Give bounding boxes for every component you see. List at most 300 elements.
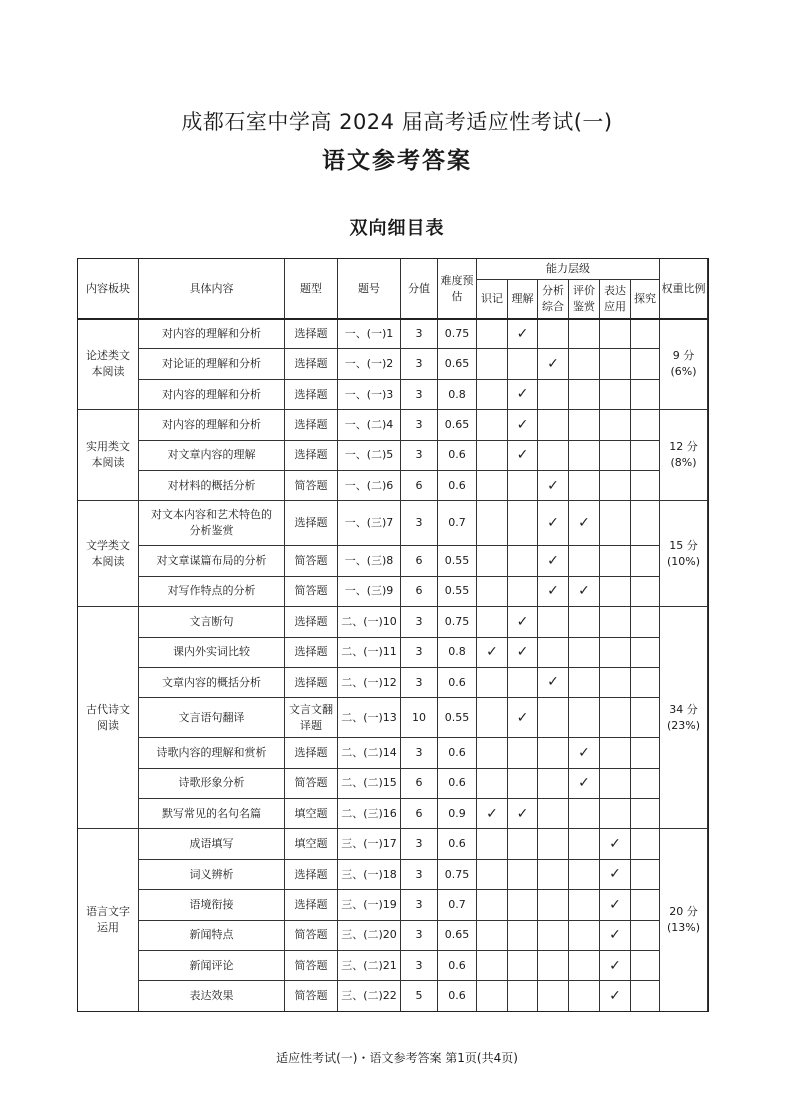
col-header-type: 题型 (285, 259, 338, 319)
score-cell: 3 (401, 607, 438, 637)
score-cell: 10 (401, 698, 438, 738)
score-cell: 3 (401, 379, 438, 409)
table-row (78, 501, 708, 546)
difficulty-cell: 0.8 (438, 637, 477, 667)
col-header-understand: 理解 (508, 280, 538, 319)
question-number-cell: 一、(二)6 (338, 470, 401, 500)
check-mark-icon: ✓ (547, 583, 559, 600)
ability-cell (538, 607, 569, 637)
ability-cell (508, 981, 538, 1011)
check-mark-icon: ✓ (609, 987, 621, 1004)
check-mark-icon: ✓ (547, 552, 559, 569)
table-row (78, 799, 708, 829)
ability-cell (477, 768, 508, 798)
ability-cell (600, 667, 631, 697)
content-block-cell: 文学类文本阅读 (78, 501, 139, 607)
content-block-cell: 语言文字运用 (78, 829, 139, 1011)
col-header-analyze: 分析综合 (538, 280, 569, 319)
ability-cell (538, 829, 569, 859)
ability-cell (631, 576, 660, 606)
check-mark-cell (600, 920, 631, 950)
score-cell: 3 (401, 920, 438, 950)
ability-cell (569, 440, 600, 470)
difficulty-cell: 0.8 (438, 379, 477, 409)
ability-cell (538, 890, 569, 920)
question-type-cell: 选择题 (285, 738, 338, 768)
difficulty-cell: 0.55 (438, 698, 477, 738)
ability-cell (538, 859, 569, 889)
ability-cell (508, 546, 538, 576)
question-number-cell: 二、(一)10 (338, 607, 401, 637)
content-cell: 语境衔接 (139, 890, 285, 920)
ability-cell (631, 501, 660, 546)
table-row (78, 637, 708, 667)
ability-cell (508, 501, 538, 546)
question-type-cell: 选择题 (285, 667, 338, 697)
check-mark-icon: ✓ (516, 386, 529, 403)
difficulty-cell: 0.55 (438, 576, 477, 606)
table-row (78, 440, 708, 470)
ability-cell (631, 981, 660, 1011)
answer-key-title: 语文参考答案 (322, 148, 472, 174)
score-cell: 3 (401, 349, 438, 379)
ability-cell (508, 890, 538, 920)
ability-cell (569, 890, 600, 920)
score-cell: 6 (401, 546, 438, 576)
score-cell: 3 (401, 859, 438, 889)
ability-cell (600, 546, 631, 576)
ability-cell (508, 349, 538, 379)
score-cell: 3 (401, 951, 438, 981)
ability-cell (600, 768, 631, 798)
check-mark-cell (600, 981, 631, 1011)
ability-cell (569, 410, 600, 440)
ability-cell (631, 546, 660, 576)
ability-cell (477, 319, 508, 349)
ability-cell (538, 981, 569, 1011)
content-cell: 成语填写 (139, 829, 285, 859)
score-cell: 3 (401, 319, 438, 349)
check-mark-cell (508, 319, 538, 349)
difficulty-cell: 0.75 (438, 319, 477, 349)
table-header (78, 259, 708, 319)
col-header-ability: 能力层级 (477, 259, 660, 280)
score-cell: 3 (401, 440, 438, 470)
check-mark-icon: ✓ (578, 775, 590, 792)
table-row (78, 470, 708, 500)
ability-cell (600, 637, 631, 667)
score-cell: 6 (401, 768, 438, 798)
weight-cell (660, 829, 708, 1011)
ability-cell (508, 667, 538, 697)
ability-cell (477, 470, 508, 500)
ability-cell (477, 546, 508, 576)
ability-cell (600, 470, 631, 500)
difficulty-cell: 0.75 (438, 859, 477, 889)
check-mark-cell (538, 470, 569, 500)
ability-cell (600, 799, 631, 829)
check-mark-cell (538, 667, 569, 697)
difficulty-cell: 0.65 (438, 920, 477, 950)
ability-cell (569, 799, 600, 829)
col-header-block: 内容板块 (78, 259, 139, 319)
ability-cell (569, 379, 600, 409)
content-block-cell: 古代诗文阅读 (78, 607, 139, 829)
score-cell: 3 (401, 667, 438, 697)
ability-cell (477, 440, 508, 470)
check-mark-cell (477, 637, 508, 667)
question-number-cell: 三、(二)20 (338, 920, 401, 950)
check-mark-icon: ✓ (547, 355, 559, 372)
check-mark-icon: ✓ (609, 896, 621, 913)
ability-cell (569, 920, 600, 950)
table-row (78, 920, 708, 950)
question-type-cell: 选择题 (285, 501, 338, 546)
ability-cell (569, 470, 600, 500)
question-number-cell: 二、(一)11 (338, 637, 401, 667)
table-row (78, 829, 708, 859)
table-row (78, 379, 708, 409)
ability-cell (477, 890, 508, 920)
ability-cell (477, 410, 508, 440)
question-type-cell: 简答题 (285, 981, 338, 1011)
ability-cell (508, 576, 538, 606)
difficulty-cell: 0.6 (438, 951, 477, 981)
ability-cell (477, 859, 508, 889)
question-number-cell: 一、(三)7 (338, 501, 401, 546)
check-mark-cell (538, 501, 569, 546)
ability-cell (508, 470, 538, 500)
check-mark-icon: ✓ (516, 613, 529, 630)
ability-cell (631, 768, 660, 798)
ability-cell (569, 546, 600, 576)
col-header-explore: 探究 (631, 280, 660, 319)
ability-cell (600, 440, 631, 470)
content-cell: 表达效果 (139, 981, 285, 1011)
ability-cell (631, 319, 660, 349)
question-type-cell: 简答题 (285, 470, 338, 500)
ability-cell (631, 951, 660, 981)
content-cell: 诗歌内容的理解和赏析 (139, 738, 285, 768)
col-header-weight: 权重比例 (660, 259, 708, 319)
question-number-cell: 二、(三)16 (338, 799, 401, 829)
weight-percent: (6%) (670, 365, 697, 379)
ability-cell (569, 859, 600, 889)
check-mark-icon: ✓ (609, 957, 621, 974)
check-mark-icon: ✓ (516, 644, 529, 661)
ability-cell (508, 920, 538, 950)
page-footer: 适应性考试(一)・语文参考答案 第1页(共4页) (276, 1051, 518, 1065)
table-row (78, 951, 708, 981)
question-type-cell: 文言文翻译题 (285, 698, 338, 738)
question-type-cell: 选择题 (285, 410, 338, 440)
check-mark-cell (538, 546, 569, 576)
question-number-cell: 三、(一)19 (338, 890, 401, 920)
table-row (78, 319, 708, 349)
table-row (78, 546, 708, 576)
check-mark-icon: ✓ (516, 709, 529, 726)
ability-cell (477, 829, 508, 859)
question-type-cell: 简答题 (285, 951, 338, 981)
check-mark-icon: ✓ (609, 927, 621, 944)
weight-percent: (23%) (666, 718, 701, 732)
ability-cell (631, 890, 660, 920)
content-cell: 对内容的理解和分析 (139, 379, 285, 409)
check-mark-icon: ✓ (516, 447, 529, 464)
col-header-recall: 识记 (477, 280, 508, 319)
table-row (78, 576, 708, 606)
ability-cell (538, 379, 569, 409)
difficulty-cell: 0.55 (438, 546, 477, 576)
question-number-cell: 二、(一)12 (338, 667, 401, 697)
ability-cell (477, 981, 508, 1011)
question-type-cell: 选择题 (285, 440, 338, 470)
content-cell: 对内容的理解和分析 (139, 410, 285, 440)
check-mark-cell (538, 576, 569, 606)
ability-cell (477, 951, 508, 981)
content-cell: 默写常见的名句名篇 (139, 799, 285, 829)
ability-cell (631, 829, 660, 859)
ability-cell (600, 319, 631, 349)
weight-score: 9 分 (672, 349, 695, 363)
check-mark-cell (477, 799, 508, 829)
col-header-express: 表达应用 (600, 280, 631, 319)
question-number-cell: 二、(二)14 (338, 738, 401, 768)
ability-cell (631, 440, 660, 470)
ability-cell (508, 859, 538, 889)
col-header-evaluate: 评价鉴赏 (569, 280, 600, 319)
weight-cell (660, 410, 708, 501)
difficulty-cell: 0.65 (438, 349, 477, 379)
difficulty-cell: 0.6 (438, 829, 477, 859)
question-type-cell: 选择题 (285, 859, 338, 889)
difficulty-cell: 0.6 (438, 768, 477, 798)
section-title: 双向细目表 (349, 218, 445, 239)
ability-cell (477, 349, 508, 379)
weight-cell (660, 319, 708, 410)
table-row (78, 738, 708, 768)
ability-cell (477, 920, 508, 950)
ability-cell (631, 738, 660, 768)
ability-cell (569, 319, 600, 349)
ability-cell (538, 698, 569, 738)
question-number-cell: 一、(一)2 (338, 349, 401, 379)
weight-percent: (13%) (666, 921, 701, 935)
check-mark-icon: ✓ (516, 325, 529, 342)
ability-cell (600, 349, 631, 379)
ability-cell (538, 319, 569, 349)
ability-cell (477, 738, 508, 768)
ability-cell (631, 410, 660, 440)
exam-title: 成都石室中学高 2024 届高考适应性考试(一) (181, 110, 613, 134)
check-mark-cell (600, 829, 631, 859)
check-mark-cell (508, 637, 538, 667)
question-type-cell: 选择题 (285, 349, 338, 379)
score-cell: 3 (401, 829, 438, 859)
check-mark-icon: ✓ (516, 416, 529, 433)
weight-cell (660, 607, 708, 829)
content-cell: 对文章谋篇布局的分析 (139, 546, 285, 576)
difficulty-cell: 0.65 (438, 410, 477, 440)
col-header-score: 分值 (401, 259, 438, 319)
question-type-cell: 填空题 (285, 799, 338, 829)
difficulty-cell: 0.6 (438, 667, 477, 697)
question-number-cell: 二、(一)13 (338, 698, 401, 738)
ability-cell (569, 829, 600, 859)
check-mark-icon: ✓ (547, 515, 559, 532)
table-row (78, 410, 708, 440)
question-number-cell: 一、(二)5 (338, 440, 401, 470)
difficulty-cell: 0.7 (438, 890, 477, 920)
check-mark-cell (569, 576, 600, 606)
score-cell: 3 (401, 890, 438, 920)
ability-cell (569, 981, 600, 1011)
table-row (78, 890, 708, 920)
ability-cell (631, 667, 660, 697)
ability-cell (538, 637, 569, 667)
weight-score: 34 分 (669, 702, 698, 716)
ability-cell (477, 379, 508, 409)
ability-cell (538, 799, 569, 829)
check-mark-cell (508, 410, 538, 440)
score-cell: 6 (401, 799, 438, 829)
ability-cell (631, 349, 660, 379)
ability-cell (569, 637, 600, 667)
score-cell: 3 (401, 410, 438, 440)
weight-cell (660, 501, 708, 607)
score-cell: 3 (401, 501, 438, 546)
content-cell: 新闻评论 (139, 951, 285, 981)
ability-cell (538, 951, 569, 981)
ability-cell (569, 698, 600, 738)
question-type-cell: 选择题 (285, 379, 338, 409)
ability-cell (508, 829, 538, 859)
content-cell: 对内容的理解和分析 (139, 319, 285, 349)
weight-score: 12 分 (669, 440, 698, 454)
check-mark-icon: ✓ (547, 674, 559, 691)
score-cell: 3 (401, 738, 438, 768)
ability-cell (631, 859, 660, 889)
table-body (78, 319, 708, 1012)
ability-cell (538, 440, 569, 470)
score-cell: 3 (401, 637, 438, 667)
score-cell: 5 (401, 981, 438, 1011)
weight-score: 15 分 (669, 538, 698, 552)
two-way-specification-table (77, 258, 708, 1012)
table-row (78, 607, 708, 637)
check-mark-cell (569, 501, 600, 546)
ability-cell (569, 349, 600, 379)
content-cell: 文言语句翻译 (139, 698, 285, 738)
ability-cell (631, 607, 660, 637)
check-mark-icon: ✓ (578, 583, 590, 600)
check-mark-cell (600, 859, 631, 889)
question-number-cell: 三、(二)21 (338, 951, 401, 981)
col-header-difficulty: 难度预估 (438, 259, 477, 319)
question-number-cell: 三、(一)17 (338, 829, 401, 859)
ability-cell (508, 951, 538, 981)
score-cell: 6 (401, 576, 438, 606)
ability-cell (477, 698, 508, 738)
content-cell: 词义辨析 (139, 859, 285, 889)
content-cell: 对文本内容和艺术特色的分析鉴赏 (139, 501, 285, 546)
table-row (78, 768, 708, 798)
content-cell: 对写作特点的分析 (139, 576, 285, 606)
ability-cell (538, 920, 569, 950)
ability-cell (631, 698, 660, 738)
check-mark-icon: ✓ (547, 477, 559, 494)
weight-score: 20 分 (669, 905, 698, 919)
check-mark-icon: ✓ (578, 515, 590, 532)
check-mark-icon: ✓ (609, 836, 621, 853)
ability-cell (569, 607, 600, 637)
ability-cell (508, 768, 538, 798)
check-mark-cell (600, 951, 631, 981)
question-number-cell: 一、(三)8 (338, 546, 401, 576)
question-type-cell: 选择题 (285, 319, 338, 349)
difficulty-cell: 0.6 (438, 440, 477, 470)
check-mark-cell (508, 698, 538, 738)
ability-cell (600, 698, 631, 738)
content-block-cell: 实用类文本阅读 (78, 410, 139, 501)
difficulty-cell: 0.75 (438, 607, 477, 637)
table-row (78, 981, 708, 1011)
question-number-cell: 一、(一)1 (338, 319, 401, 349)
ability-cell (600, 576, 631, 606)
check-mark-icon: ✓ (609, 866, 621, 883)
check-mark-cell (508, 799, 538, 829)
table-row (78, 698, 708, 738)
question-number-cell: 三、(一)18 (338, 859, 401, 889)
question-type-cell: 简答题 (285, 576, 338, 606)
ability-cell (631, 470, 660, 500)
check-mark-icon: ✓ (486, 805, 498, 822)
ability-cell (600, 501, 631, 546)
ability-cell (569, 951, 600, 981)
content-cell: 文章内容的概括分析 (139, 667, 285, 697)
ability-cell (477, 607, 508, 637)
ability-cell (508, 738, 538, 768)
question-type-cell: 简答题 (285, 920, 338, 950)
question-type-cell: 简答题 (285, 768, 338, 798)
content-cell: 课内外实词比较 (139, 637, 285, 667)
check-mark-cell (600, 890, 631, 920)
check-mark-cell (538, 349, 569, 379)
ability-cell (600, 379, 631, 409)
weight-percent: (10%) (666, 554, 701, 568)
difficulty-cell: 0.6 (438, 981, 477, 1011)
ability-cell (477, 501, 508, 546)
question-type-cell: 选择题 (285, 890, 338, 920)
question-type-cell: 填空题 (285, 829, 338, 859)
check-mark-icon: ✓ (486, 644, 498, 661)
content-cell: 诗歌形象分析 (139, 768, 285, 798)
difficulty-cell: 0.7 (438, 501, 477, 546)
question-number-cell: 一、(三)9 (338, 576, 401, 606)
ability-cell (631, 920, 660, 950)
question-number-cell: 一、(一)3 (338, 379, 401, 409)
col-header-number: 题号 (338, 259, 401, 319)
ability-cell (600, 410, 631, 440)
question-number-cell: 三、(二)22 (338, 981, 401, 1011)
ability-cell (477, 667, 508, 697)
check-mark-icon: ✓ (516, 805, 529, 822)
check-mark-cell (508, 440, 538, 470)
table-row (78, 667, 708, 697)
check-mark-cell (569, 738, 600, 768)
question-number-cell: 二、(二)15 (338, 768, 401, 798)
content-cell: 对材料的概括分析 (139, 470, 285, 500)
